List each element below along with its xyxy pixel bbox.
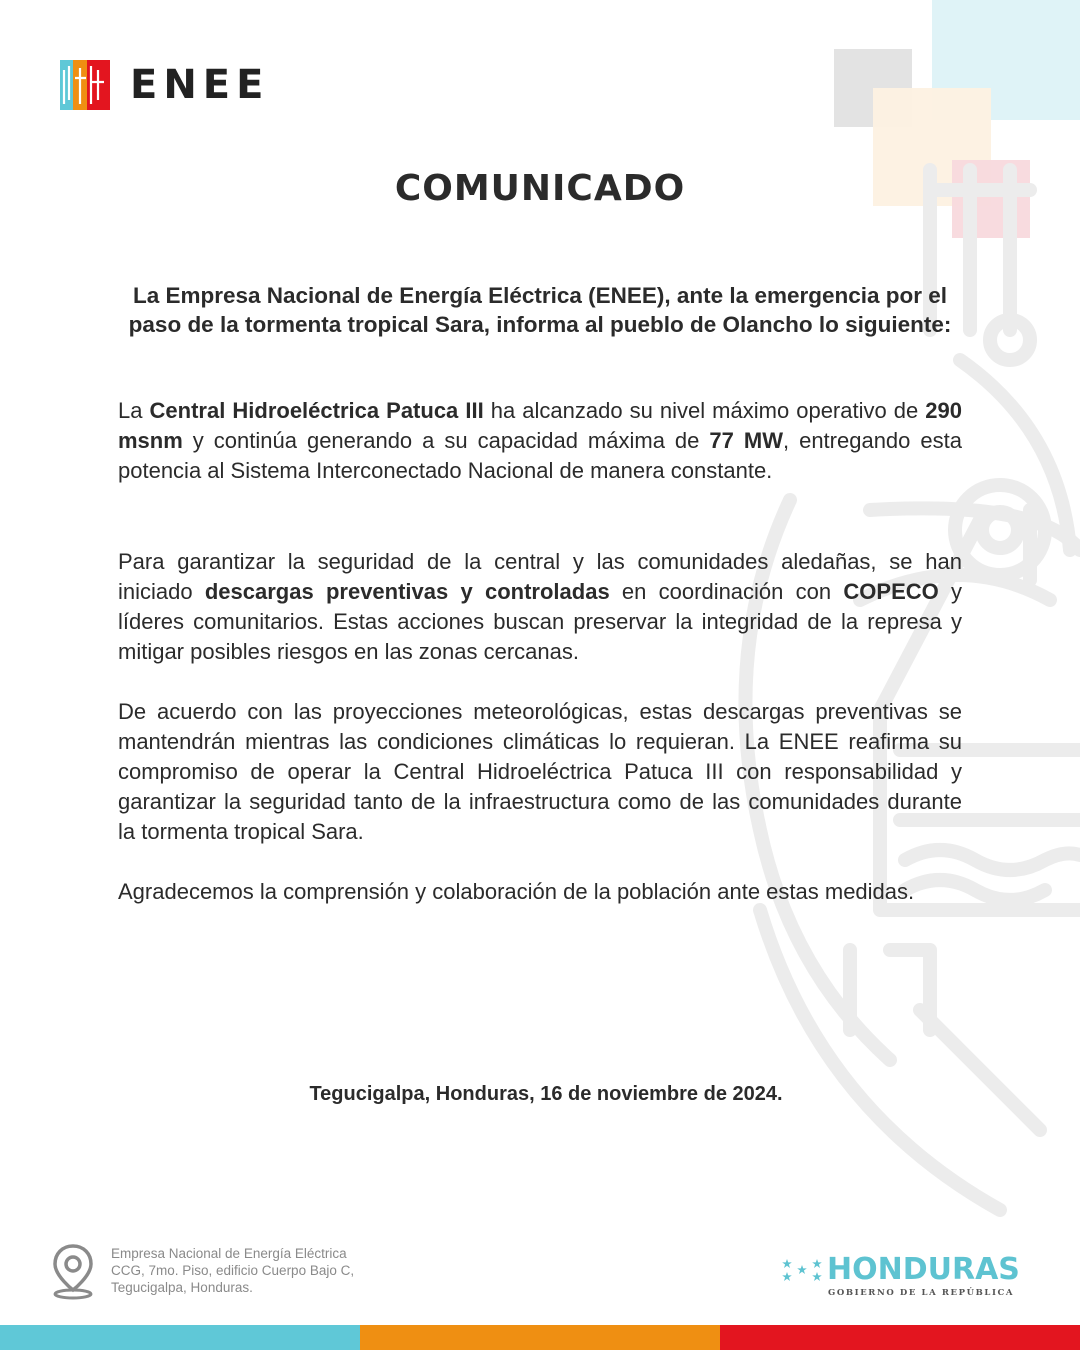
p1-text-4: , entregando esta potencia al Sistema Interconectado Nacional de manera constante.	[118, 428, 962, 483]
footer-bar-orange	[360, 1325, 720, 1350]
honduras-government-logo	[782, 1252, 1032, 1302]
p2-bold-2: COPECO	[843, 579, 939, 604]
government-subtitle: GOBIERNO DE LA REPÚBLICA	[828, 1288, 1015, 1298]
footer-address	[111, 1245, 354, 1296]
enee-logo	[60, 60, 269, 110]
government-name: HONDURAS	[827, 1252, 1020, 1287]
intro-paragraph: La Empresa Nacional de Energía Eléctrica (ENEE), ante la emergencia por el paso de la tormenta tropical Sara, informa al pueblo de Olancho lo siguiente:	[128, 283, 952, 337]
paragraph-2	[118, 547, 962, 667]
date-line: Tegucigalpa, Honduras, 16 de noviembre de 2024.	[309, 1083, 783, 1105]
location-pin-icon	[52, 1244, 94, 1300]
paragraph-4: Agradecemos la comprensión y colaboración de la población ante estas medidas.	[118, 879, 915, 904]
logo-text: ENEE	[130, 62, 270, 108]
address-line: CCG, 7mo. Piso, edificio Cuerpo Bajo C,	[111, 1263, 355, 1278]
address-line: Empresa Nacional de Energía Eléctrica	[111, 1246, 347, 1261]
p1-text-3: y continúa generando a su capacidad máxima de	[182, 428, 710, 453]
p2-bold-1: descargas preventivas y controladas	[204, 579, 610, 604]
stars-icon	[782, 1256, 824, 1284]
p1-bold-3: 77 MW	[709, 428, 783, 453]
paragraph-1	[118, 396, 962, 486]
document-title: COMUNICADO	[394, 168, 686, 209]
footer-bar-red	[720, 1325, 1080, 1350]
footer-bar-cyan	[0, 1325, 360, 1350]
paragraph-3: De acuerdo con las proyecciones meteorológicas, estas descargas preventivas se mantendrán mientras las condiciones climáticas lo requieran. La ENEE reafirma su compromiso de operar la Central Hidroeléctrica Patuca III con responsabilidad y garantizar la seguridad tanto de la infraestructura como de las comunidades durante la tormenta tropical Sara.	[118, 699, 962, 844]
p1-text-2: ha alcanzado su nivel máximo operativo de	[483, 398, 926, 423]
p2-text-3: y líderes comunitarios. Estas acciones buscan preservar la integridad de la represa y mitigar posibles riesgos en las zonas cercanas.	[118, 579, 962, 664]
p1-text-1: La	[118, 398, 150, 423]
p1-bold-1: Central Hidroeléctrica Patuca III	[149, 398, 484, 423]
address-line: Tegucigalpa, Honduras.	[111, 1280, 253, 1295]
p2-text-1: Para garantizar la seguridad de la central y las comunidades aledañas, se han iniciado	[118, 549, 962, 604]
p2-text-2: en coordinación con	[609, 579, 844, 604]
enee-logo-mark-icon	[60, 60, 110, 110]
p1-bold-2: 290 msnm	[118, 398, 963, 453]
